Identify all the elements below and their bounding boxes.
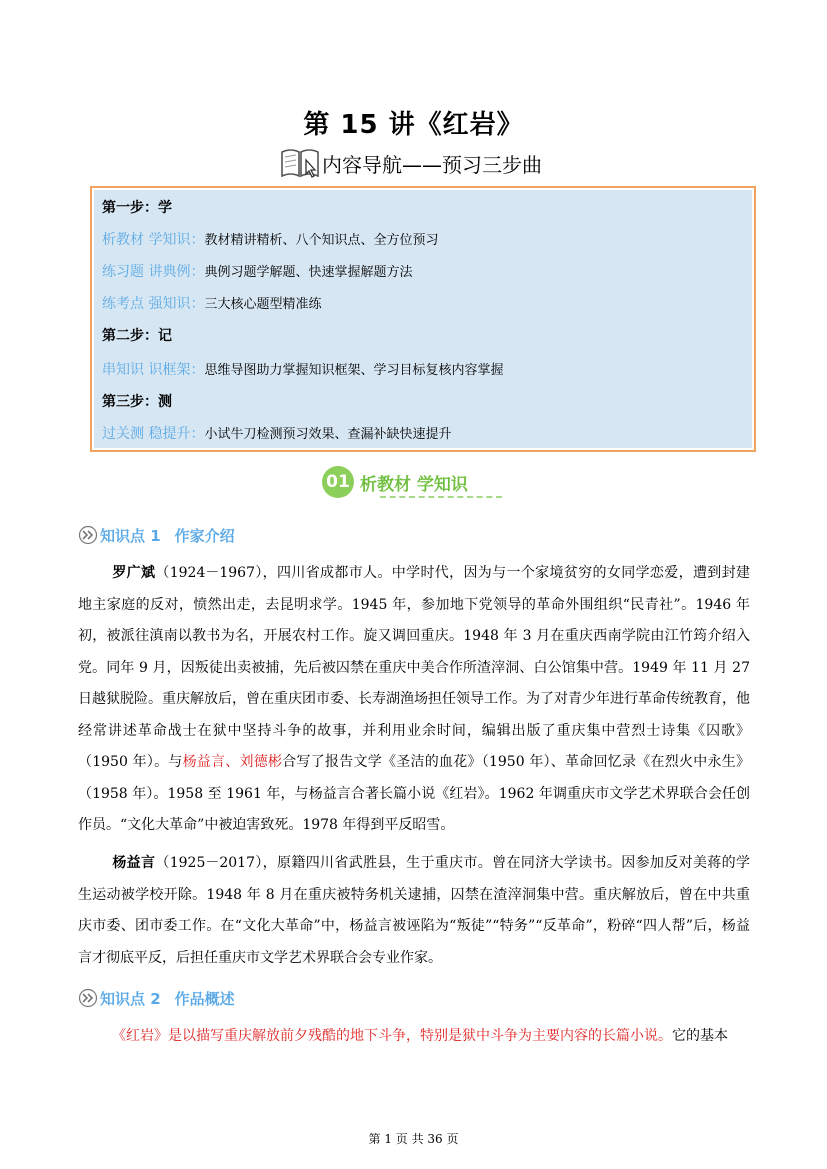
step-1: 第一步：学	[102, 200, 172, 216]
book-icon	[280, 146, 320, 180]
nav-title: 内容导航——预习三步曲	[322, 152, 542, 177]
paragraph-yang-yiyan	[78, 848, 750, 974]
nav-item-label: 析教材 学知识：	[102, 232, 205, 248]
nav-header	[280, 146, 542, 180]
highlighted-names: 杨益言、刘德彬	[182, 754, 283, 770]
nav-item-3	[102, 292, 321, 316]
paragraph-text: （1924－1967），四川省成都市人。中学时代，因为与一个家境贫穷的女同学恋爱，遭到封建地主家庭的反对，愤然出走，去昆明求学。1945 年，参加地下党领导的革命外围组织“民青社”。1946 年初，被派往滇南以教书为名，开展农村工作。旋又调回重庆。1948 年 3 月在重庆西南学院由江竹筠介绍入党。同年 9 月，因叛徒出卖被捕，先后被囚禁在重庆中美合作所渣滓洞、白公馆集中营。1949 年 11 月 27 日越狱脱险。重庆解放后，曾在重庆团市委、长寿湖渔场担任领导工作。为了对青少年进行革命传统教育，他经常讲述革命战士在狱中坚持斗争的故事，并利用业余时间，编辑出版了重庆集中营烈士诗集《囚歌》（1950 年）。与	[78, 565, 750, 770]
nav-item-5	[102, 422, 451, 446]
highlighted-sentence: 《红岩》是以描写重庆解放前夕残酷的地下斗争，特别是狱中斗争为主要内容的长篇小说。	[112, 1028, 672, 1044]
page-title: 第 15 讲《红岩》	[303, 110, 524, 140]
section-underline	[380, 496, 502, 498]
section-number: 01	[322, 466, 354, 498]
nav-item-desc: 小试牛刀检测预习效果、查漏补缺快速提升	[204, 427, 452, 442]
nav-item-label: 练习题 讲典例：	[102, 264, 205, 280]
nav-item-desc: 典例习题学解题、快速掌握解题方法	[204, 265, 413, 280]
page-footer: 第 1 页 共 36 页	[368, 1132, 459, 1146]
paragraph-text: 合写了报告文学《圣洁的血花》（1950 年）、革命回忆录《在烈火中永生》（1958 年）。1958 至 1961 年，与杨益言合著长篇小说《红岩》。1962 年调重庆市文学艺术界联合会任创作员。“文化大革命”中被迫害致死。1978 年得到平反昭雪。	[78, 754, 751, 833]
nav-item-label: 过关测 稳提升：	[102, 426, 205, 442]
paragraph-text: （1925－2017），原籍四川省武胜县，生于重庆市。曾在同济大学读书。因参加反对美蒋的学生运动被学校开除。1948 年 8 月在重庆被特务机关逮捕，囚禁在渣滓洞集中营。重庆解放后，曾在中共重庆市委、团市委工作。在“文化大革命”中，杨益言被诬陷为“叛徒”“特务”“反革命”，粉碎“四人帮”后，杨益言才彻底平反，后担任重庆市文学艺术界联合会专业作家。	[78, 855, 750, 966]
nav-item-1	[102, 228, 438, 252]
author-name: 罗广斌	[112, 565, 156, 581]
double-chevron-icon	[78, 525, 98, 545]
nav-item-desc: 教材精讲精析、八个知识点、全方位预习	[204, 233, 439, 248]
kp-title: 作家介绍	[174, 526, 235, 545]
author-name: 杨益言	[112, 855, 156, 871]
paragraph-luo-guangbin	[78, 558, 750, 842]
nav-box	[90, 186, 756, 452]
nav-item-desc: 三大核心题型精准练	[204, 297, 322, 312]
section-title: 析教材 学知识	[360, 474, 468, 495]
step-3: 第三步：测	[102, 394, 172, 410]
nav-item-label: 练考点 强知识：	[102, 296, 205, 312]
double-chevron-icon	[78, 988, 98, 1008]
paragraph-text: 它的基本	[672, 1028, 728, 1044]
kp-label: 知识点 1	[100, 526, 161, 545]
knowledge-point-2-heading	[78, 986, 235, 1010]
nav-item-label: 串知识 识框架：	[102, 362, 205, 378]
kp-title: 作品概述	[174, 989, 235, 1008]
section-banner	[322, 465, 468, 499]
step-2: 第二步：记	[102, 328, 172, 344]
nav-item-2	[102, 260, 412, 284]
paragraph-overview	[78, 1021, 750, 1053]
knowledge-point-1-heading	[78, 523, 235, 547]
kp-label: 知识点 2	[100, 989, 161, 1008]
nav-item-desc: 思维导图助力掌握知识框架、学习目标复核内容掌握	[204, 363, 504, 378]
nav-item-4	[102, 358, 503, 382]
